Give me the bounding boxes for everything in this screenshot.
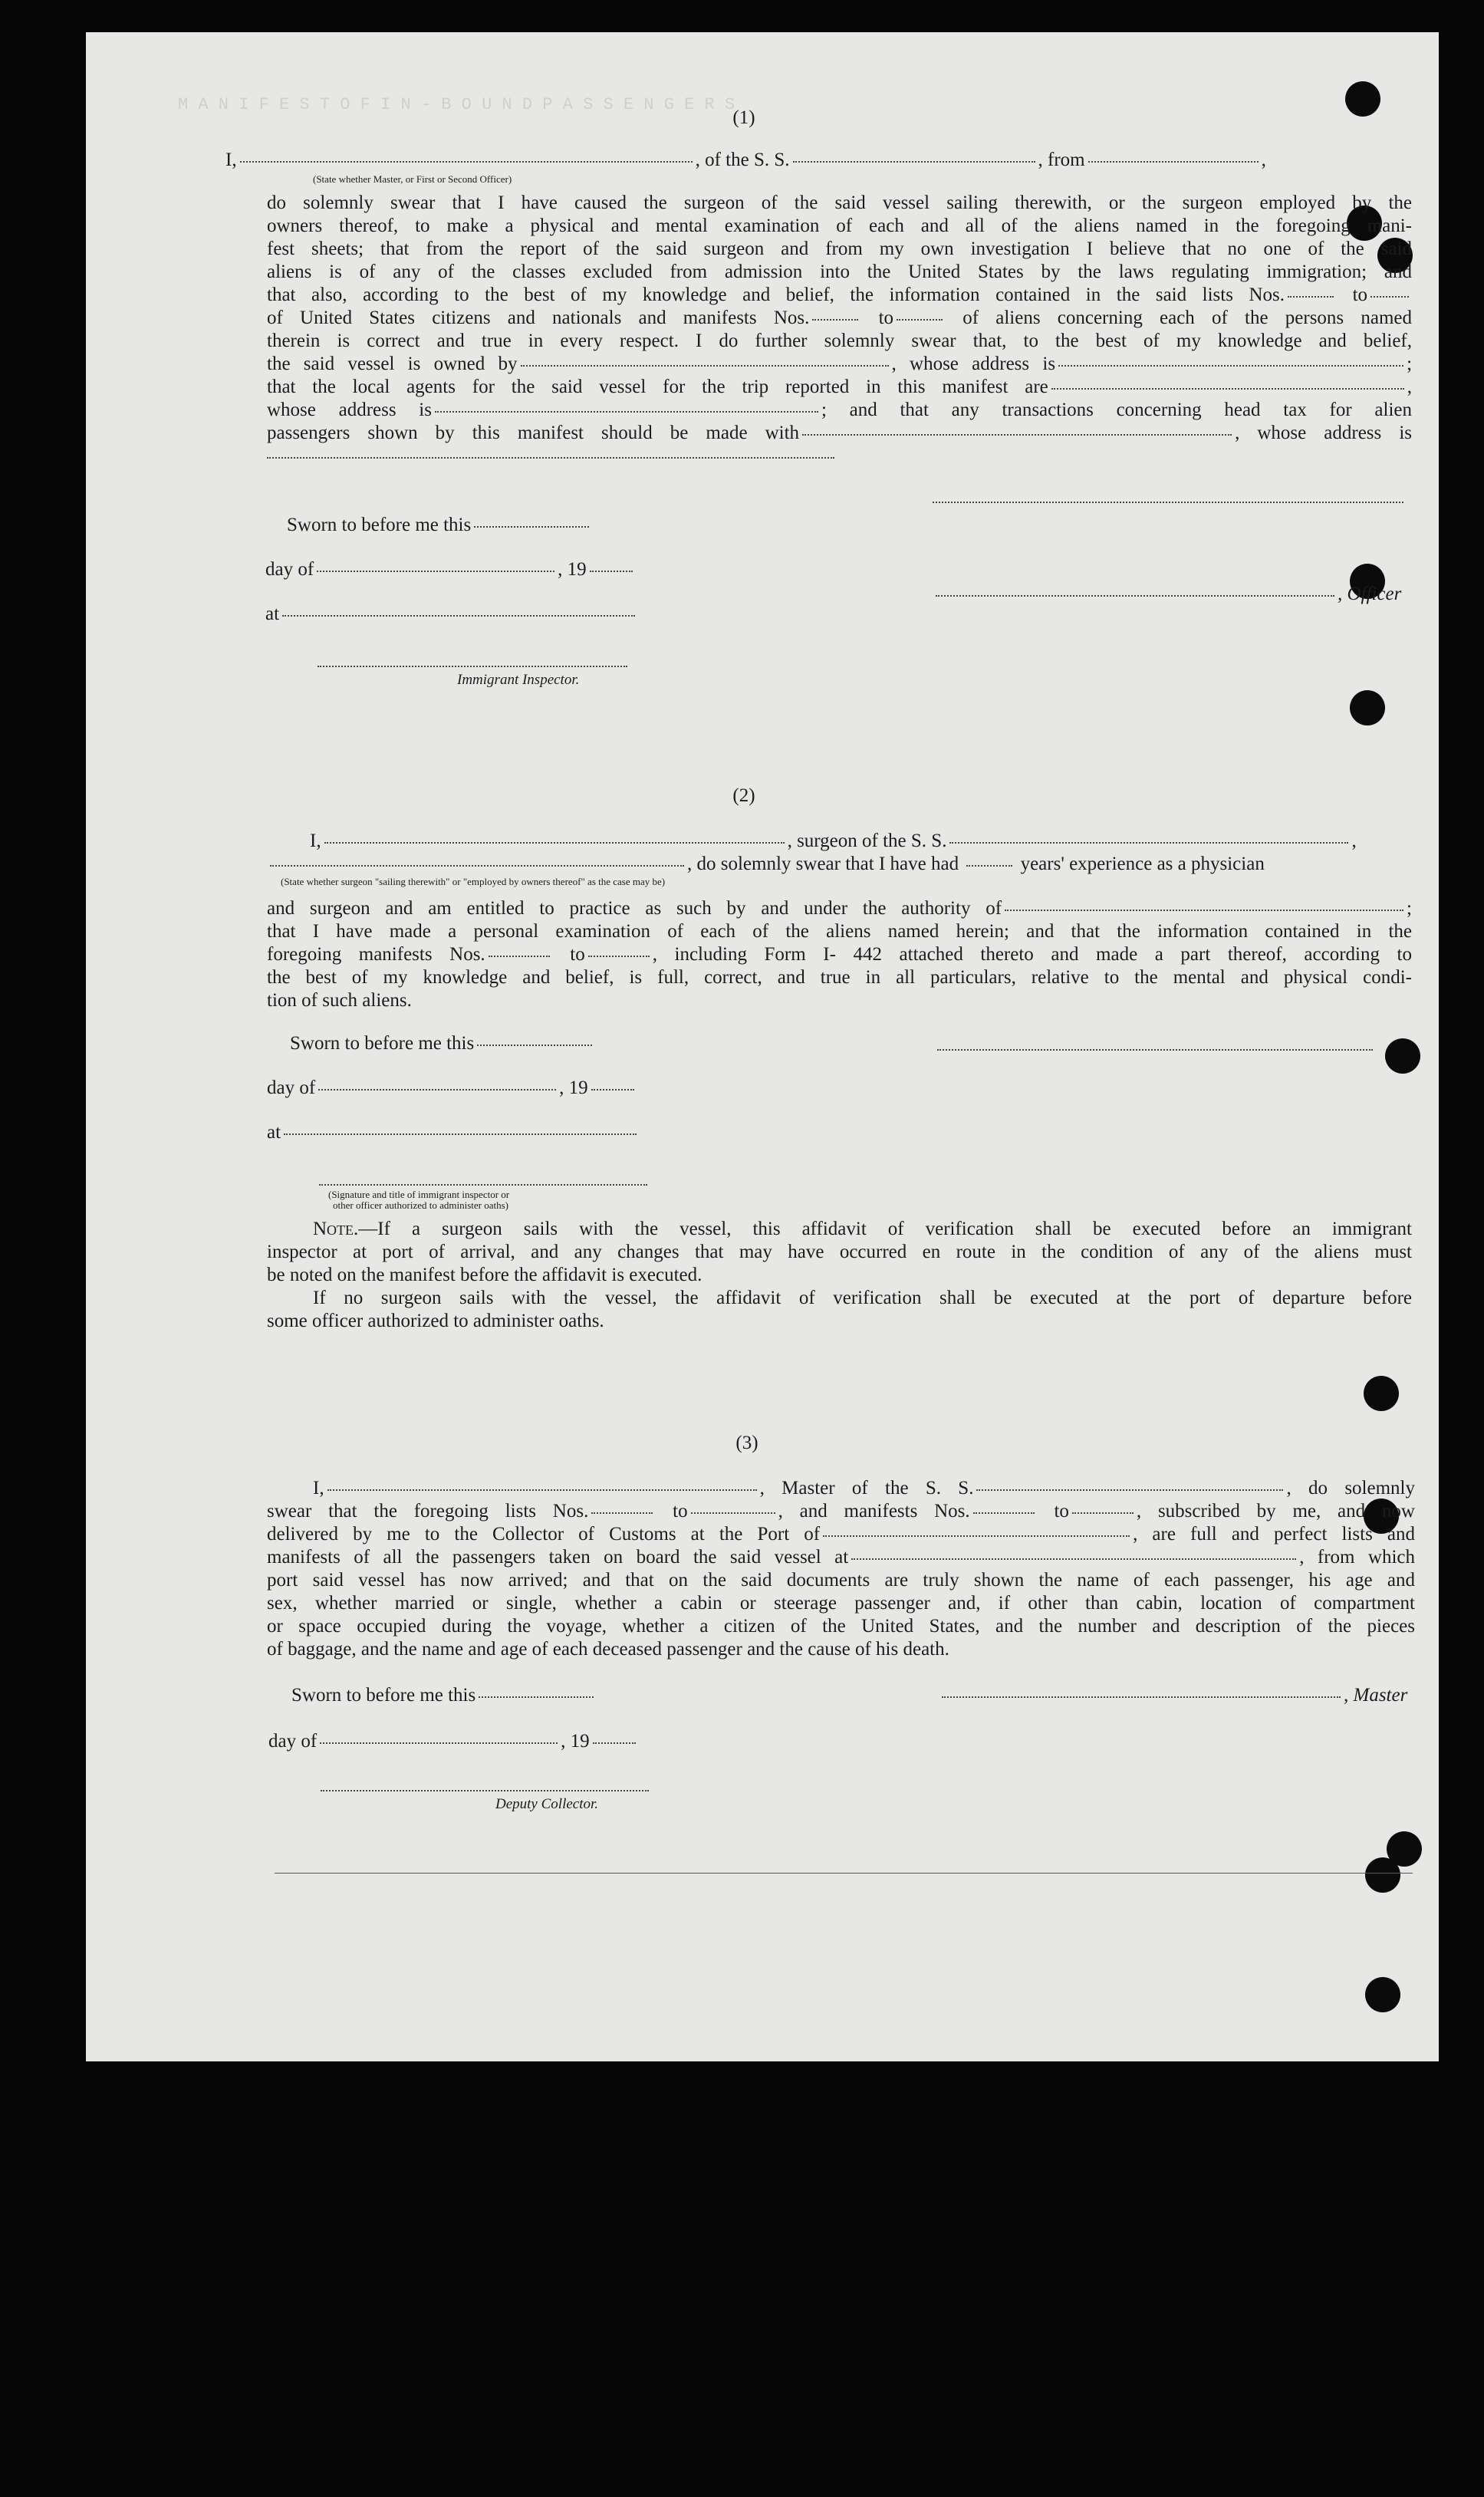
officer-signature-field[interactable]: [936, 594, 1334, 597]
inspector-caption: Immigrant Inspector.: [457, 672, 580, 688]
master-name-field[interactable]: [327, 1489, 757, 1491]
section-number-1: (1): [732, 107, 755, 128]
sworn-date-field-3[interactable]: [479, 1696, 594, 1698]
section-number-3: (3): [735, 1433, 758, 1453]
port-field[interactable]: [1088, 160, 1259, 163]
affidavit2-line1: I, , surgeon of the S. S. ,: [310, 831, 1357, 851]
affidavit2-body: and surgeon and am entitled to practice as such by and under the authority of ; that I have made a personal examination of each of the aliens named herein; and that the information contained in the foregoing manifests Nos. to , including Form I- 442 attached thereto and made a part thereof, according to the best of my knowledge and belief, is full, correct, and true in all particulars, relative to the mental and physical condi- tion of such aliens.: [267, 898, 1413, 1011]
sworn-line-1: Sworn to before me this: [287, 514, 592, 537]
punch-hole: [1365, 1857, 1400, 1893]
master-signature-field[interactable]: [942, 1696, 1341, 1698]
of-ss-label: , of the S. S.: [695, 150, 790, 170]
at-line-1: at: [265, 603, 638, 626]
lists-to-field[interactable]: [1370, 295, 1409, 298]
year-field-2[interactable]: [591, 1088, 634, 1091]
years-field[interactable]: [966, 864, 1012, 867]
punch-hole: [1350, 690, 1385, 725]
manifests-to-field-3[interactable]: [1072, 1512, 1134, 1514]
day-month-field[interactable]: [317, 570, 554, 572]
inspector-signature-field[interactable]: [318, 666, 627, 667]
bottom-divider: [275, 1873, 1413, 1874]
document-page: [86, 32, 1439, 2061]
year-field-3[interactable]: [593, 1742, 636, 1744]
officer-caption-2: other officer authorized to administer oaths): [333, 1199, 508, 1211]
vessel-field[interactable]: [793, 160, 1035, 163]
vessel-field-2[interactable]: [949, 841, 1348, 844]
vessel-field-3[interactable]: [976, 1489, 1283, 1491]
sworn-line-2: Sworn to before me this: [290, 1032, 595, 1055]
punch-hole: [1385, 1038, 1420, 1074]
head-tax-address-field[interactable]: [267, 457, 834, 459]
officer-caption-1: (Signature and title of immigrant inspector or: [328, 1189, 510, 1200]
manifests-to-field[interactable]: [897, 318, 943, 321]
day-month-field-3[interactable]: [320, 1742, 558, 1744]
surgeon-name-field[interactable]: [324, 841, 785, 844]
lists-from-field-3[interactable]: [591, 1512, 653, 1514]
section-number-2: (2): [732, 785, 755, 806]
place-field[interactable]: [282, 614, 635, 617]
rank-caption: (State whether Master, or First or Second Officer): [313, 173, 512, 185]
officer-line: , Officer: [933, 583, 1401, 606]
deputy-signature-field[interactable]: [321, 1790, 649, 1791]
sworn-date-field[interactable]: [474, 525, 589, 528]
bleed-through-title: M A N I F E S T O F I N - B O U N D P A S S E N G E R S: [178, 95, 735, 114]
i-label: I,: [225, 150, 237, 170]
embark-port-field[interactable]: [851, 1558, 1296, 1560]
affidavit2-line2: , do solemnly swear that I have had years' experience as a physician: [267, 853, 1265, 876]
master-line: , Master: [939, 1684, 1407, 1707]
officer-signature-field-2[interactable]: [319, 1184, 647, 1186]
manifests-from-field-3[interactable]: [973, 1512, 1035, 1514]
head-tax-party-field[interactable]: [802, 433, 1232, 436]
surgeon-status-caption: (State whether surgeon "sailing therewith" or "employed by owners thereof" as the case may be): [281, 876, 666, 887]
at-line-2: at: [267, 1121, 640, 1144]
authority-field[interactable]: [1005, 909, 1403, 911]
affiant-signature-field[interactable]: [933, 502, 1403, 503]
punch-hole: [1364, 1376, 1399, 1411]
lists-from-field[interactable]: [1288, 295, 1334, 298]
lists-to-field-3[interactable]: [691, 1512, 775, 1514]
punch-hole: [1345, 81, 1380, 117]
day-line-1: day of , 19: [265, 558, 636, 581]
port-of-field[interactable]: [823, 1535, 1130, 1537]
manifests-to-field-2[interactable]: [588, 955, 650, 957]
name-field[interactable]: [240, 160, 693, 163]
surgeon-status-field[interactable]: [270, 864, 684, 867]
sworn-line-3: Sworn to before me this: [291, 1684, 597, 1707]
punch-hole: [1365, 1977, 1400, 2012]
affidavit3-body: I, , Master of the S. S. , do solemnly swear that the foregoing lists Nos. to , and manifests Nos. to , subscribed by me, and now delivered by me to the Collector of Customs at the Port of , are full and perfect lists and manifests of all the passengers taken on board the said vessel at , from which port said vessel has now arrived; and that on the said documents are truly shown the name of each passenger, his age and sex, whether married or single, whether a cabin or steerage passenger and, if other than cabin, location of compartment or space occupied during the voyage, whether a citizen of the United States, and the number and description of the pieces of baggage, and the name and age of each deceased passenger and the cause of his death.: [267, 1478, 1415, 1660]
note2-paragraph: If no surgeon sails with the vessel, the affidavit of verification shall be executed at the port of departure before some officer authorized to administer oaths.: [267, 1288, 1412, 1331]
day-line-2: day of , 19: [267, 1077, 637, 1100]
note-paragraph: Note.—If a surgeon sails with the vessel, this affidavit of verification shall be executed before an immigrant inspector at port of arrival, and any changes that may have occurred en route in the condition of any of the aliens must be noted on the manifest before the affidavit is executed.: [267, 1219, 1412, 1285]
agents-field[interactable]: [1051, 387, 1404, 390]
owner-field[interactable]: [521, 364, 889, 367]
affidavit1-body: do solemnly swear that I have caused the surgeon of the said vessel sailing therewith, or the surgeon employed by the owners thereof, to make a physical and mental examination of each and all of the aliens named in the foregoing mani- fest sheets; that from the report of the said surgeon and from my own investigation I believe that no one of the said aliens is of any of the classes excluded from admission into the United States by the laws regulating immigration; and that also, according to the best of my knowledge and belief, the information contained in the said lists Nos. to of United States citizens and nationals and manifests Nos. to of aliens concerning each of the persons named therein is correct and true in every respect. I do further solemnly swear that, to the best of my knowledge and belief, the said vessel is owned by , whose address is ; that the local agents for the said vessel for the trip reported in this manifest are , whose address is ; and that any transactions concerning head tax for alien passengers shown by this manifest should be made with , whose address is: [267, 192, 1413, 443]
deputy-caption: Deputy Collector.: [495, 1796, 599, 1812]
agents-address-field[interactable]: [435, 410, 818, 413]
affidavit1-line1: I, , of the S. S. , from ,: [225, 150, 1266, 170]
year-field[interactable]: [590, 570, 633, 572]
owner-address-field[interactable]: [1058, 364, 1403, 367]
place-field-2[interactable]: [284, 1133, 637, 1135]
manifests-from-field[interactable]: [812, 318, 858, 321]
surgeon-signature-field[interactable]: [937, 1049, 1373, 1051]
sworn-date-field-2[interactable]: [477, 1044, 592, 1046]
day-month-field-2[interactable]: [318, 1088, 556, 1091]
from-label: , from: [1038, 150, 1085, 170]
day-line-3: day of , 19: [268, 1730, 639, 1753]
manifests-from-field-2[interactable]: [489, 955, 550, 957]
